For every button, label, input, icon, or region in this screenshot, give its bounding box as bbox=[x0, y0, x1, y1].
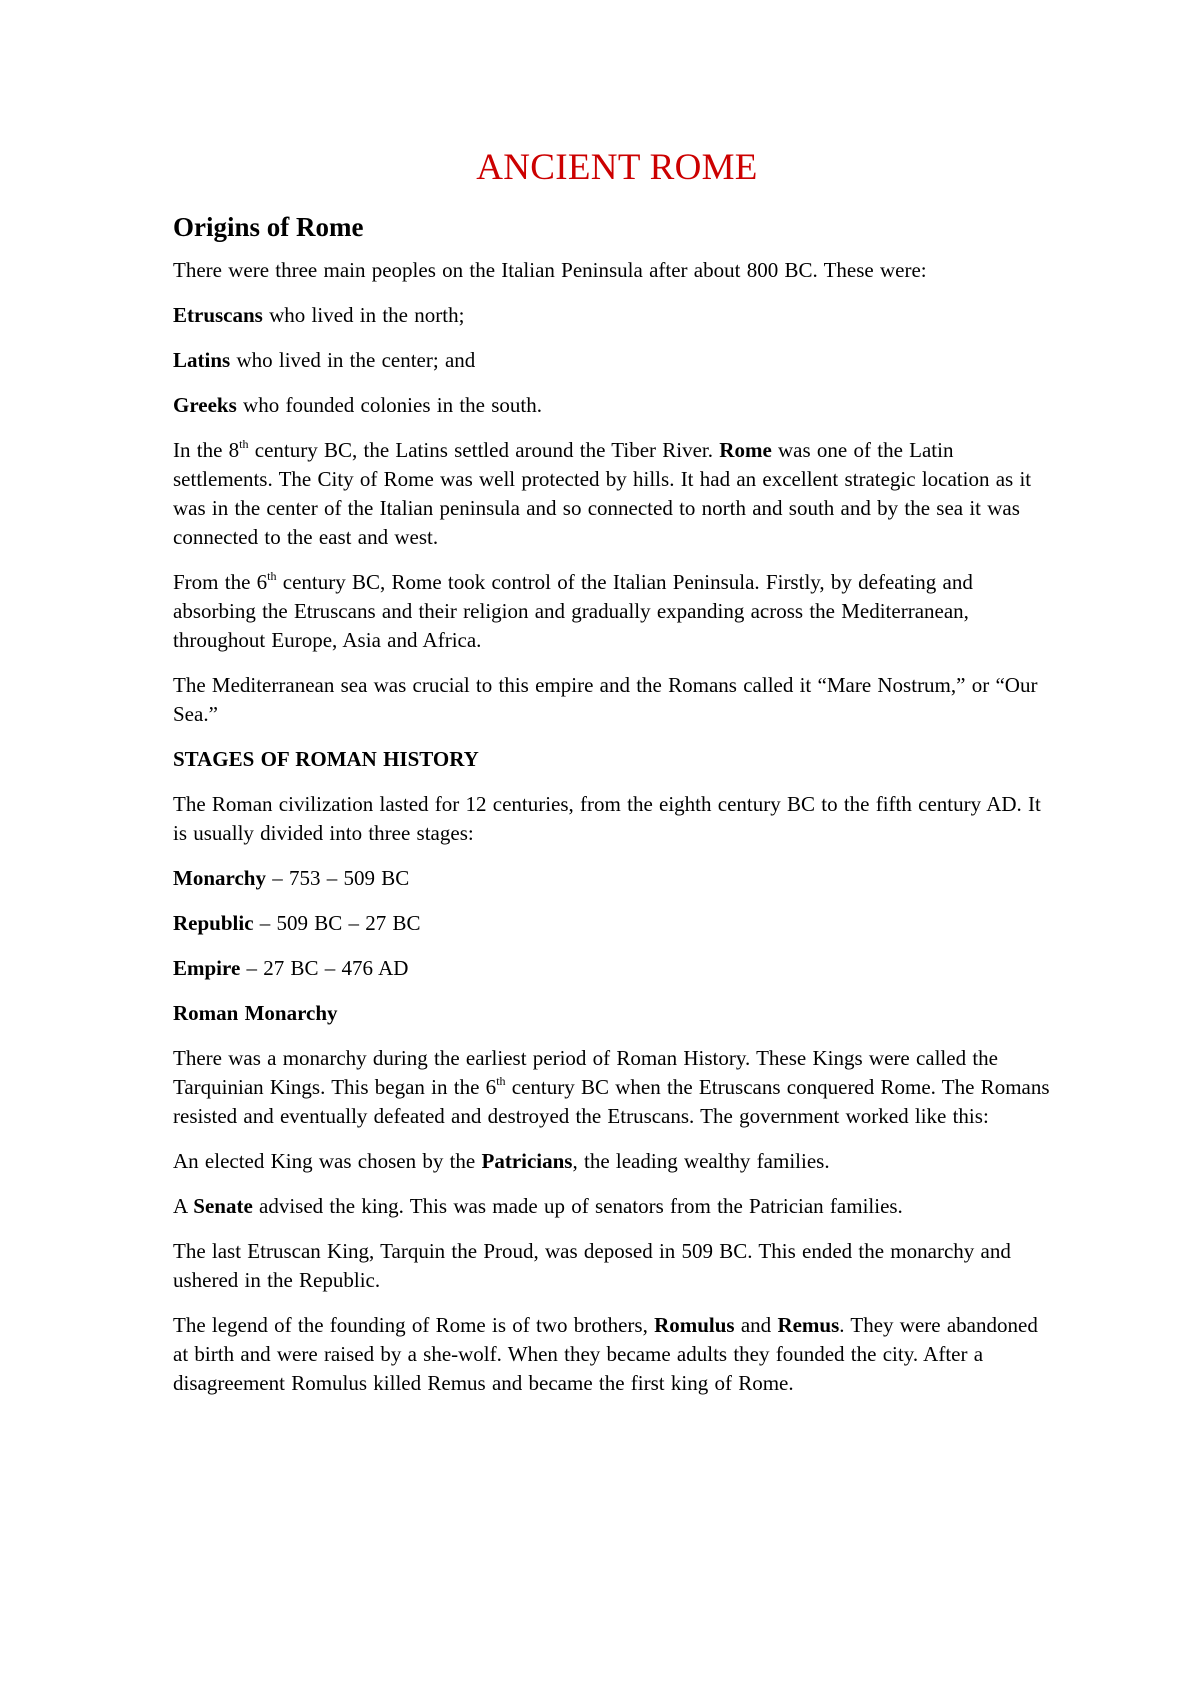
people-greeks bbox=[173, 391, 1053, 420]
people-desc: who lived in the center; and bbox=[230, 348, 476, 372]
text-run: century BC, the Latins settled around the Tiber River. bbox=[248, 438, 720, 462]
text-run: century BC, Rome took control of the Italian Peninsula. Firstly, by defeating and absorbing the Etruscans and their religion and gradually expanding across the Mediterranean, throughout Europe, Asia and Africa. bbox=[173, 570, 973, 652]
text-run: was one of the Latin settlements. The City of Rome was well protected by hills. It had an excellent strategic location as it was in the center of the Italian peninsula and so connected to north and south and by the sea it was connected to the east and west. bbox=[173, 438, 1032, 549]
stage-name: Republic bbox=[173, 911, 254, 935]
text-run: There was a monarchy during the earliest period of Roman History. These Kings were called the Tarquinian Kings. This began in the 6 bbox=[173, 1046, 998, 1099]
people-etruscans bbox=[173, 301, 1053, 330]
text-run: In the 8 bbox=[173, 438, 240, 462]
stage-monarchy bbox=[173, 864, 1053, 893]
stage-republic bbox=[173, 909, 1053, 938]
people-desc: who lived in the north; bbox=[262, 303, 465, 327]
document-title: ANCIENT ROME bbox=[476, 147, 758, 188]
people-name: Etruscans bbox=[173, 303, 263, 327]
monarchy-heading: Roman Monarchy bbox=[173, 1001, 338, 1025]
document-body bbox=[173, 146, 1053, 1414]
people-desc: who founded colonies in the south. bbox=[236, 393, 542, 417]
mare-nostrum-paragraph: The Mediterranean sea was crucial to this empire and the Romans called it “Mare Nostrum,” or “Our Sea.” bbox=[173, 673, 1038, 726]
stages-heading: STAGES OF ROMAN HISTORY bbox=[173, 747, 479, 771]
stage-dates: – 753 – 509 BC bbox=[265, 866, 410, 890]
text-run: century BC when the Etruscans conquered Rome. The Romans resisted and eventually defeated and destroyed the Etruscans. The government worked like this: bbox=[173, 1075, 1050, 1128]
text-run: and bbox=[734, 1313, 778, 1337]
people-latins bbox=[173, 346, 1053, 375]
monarchy-paragraph bbox=[173, 1044, 1053, 1131]
text-run: An elected King was chosen by the bbox=[173, 1149, 482, 1173]
king-paragraph bbox=[173, 1147, 1053, 1176]
bold-term: Remus bbox=[777, 1313, 840, 1337]
stage-dates: – 509 BC – 27 BC bbox=[253, 911, 421, 935]
stage-dates: – 27 BC – 476 AD bbox=[240, 956, 409, 980]
senate-paragraph bbox=[173, 1192, 1053, 1221]
bold-term: Romulus bbox=[654, 1313, 735, 1337]
stages-intro-paragraph: The Roman civilization lasted for 12 centuries, from the eighth century BC to the fifth century AD. It is usually divided into three stages: bbox=[173, 792, 1041, 845]
origins-heading: Origins of Rome bbox=[173, 212, 364, 242]
people-name: Latins bbox=[173, 348, 231, 372]
stage-name: Monarchy bbox=[173, 866, 266, 890]
text-run: A bbox=[173, 1194, 194, 1218]
stage-empire bbox=[173, 954, 1053, 983]
text-run: advised the king. This was made up of senators from the Patrician families. bbox=[252, 1194, 903, 1218]
sixth-century-paragraph bbox=[173, 568, 1053, 655]
tarquin-paragraph: The last Etruscan King, Tarquin the Proud, was deposed in 509 BC. This ended the monarchy and ushered in the Republic. bbox=[173, 1239, 1011, 1292]
eighth-century-paragraph bbox=[173, 436, 1053, 552]
ordinal-superscript: th bbox=[496, 1074, 506, 1088]
people-name: Greeks bbox=[173, 393, 237, 417]
text-run: . They were abandoned at birth and were raised by a she-wolf. When they became adults they founded the city. After a disagreement Romulus killed Remus and became the first king of Rome. bbox=[173, 1313, 1038, 1395]
text-run: The legend of the founding of Rome is of two brothers, bbox=[173, 1313, 655, 1337]
stage-name: Empire bbox=[173, 956, 241, 980]
legend-paragraph bbox=[173, 1311, 1053, 1398]
bold-term: Patricians bbox=[481, 1149, 573, 1173]
ordinal-superscript: th bbox=[267, 569, 277, 583]
intro-paragraph: There were three main peoples on the Italian Peninsula after about 800 BC. These were: bbox=[173, 258, 927, 282]
text-run: , the leading wealthy families. bbox=[572, 1149, 830, 1173]
ordinal-superscript: th bbox=[239, 437, 249, 451]
bold-term: Rome bbox=[719, 438, 772, 462]
text-run: From the 6 bbox=[173, 570, 268, 594]
bold-term: Senate bbox=[193, 1194, 253, 1218]
